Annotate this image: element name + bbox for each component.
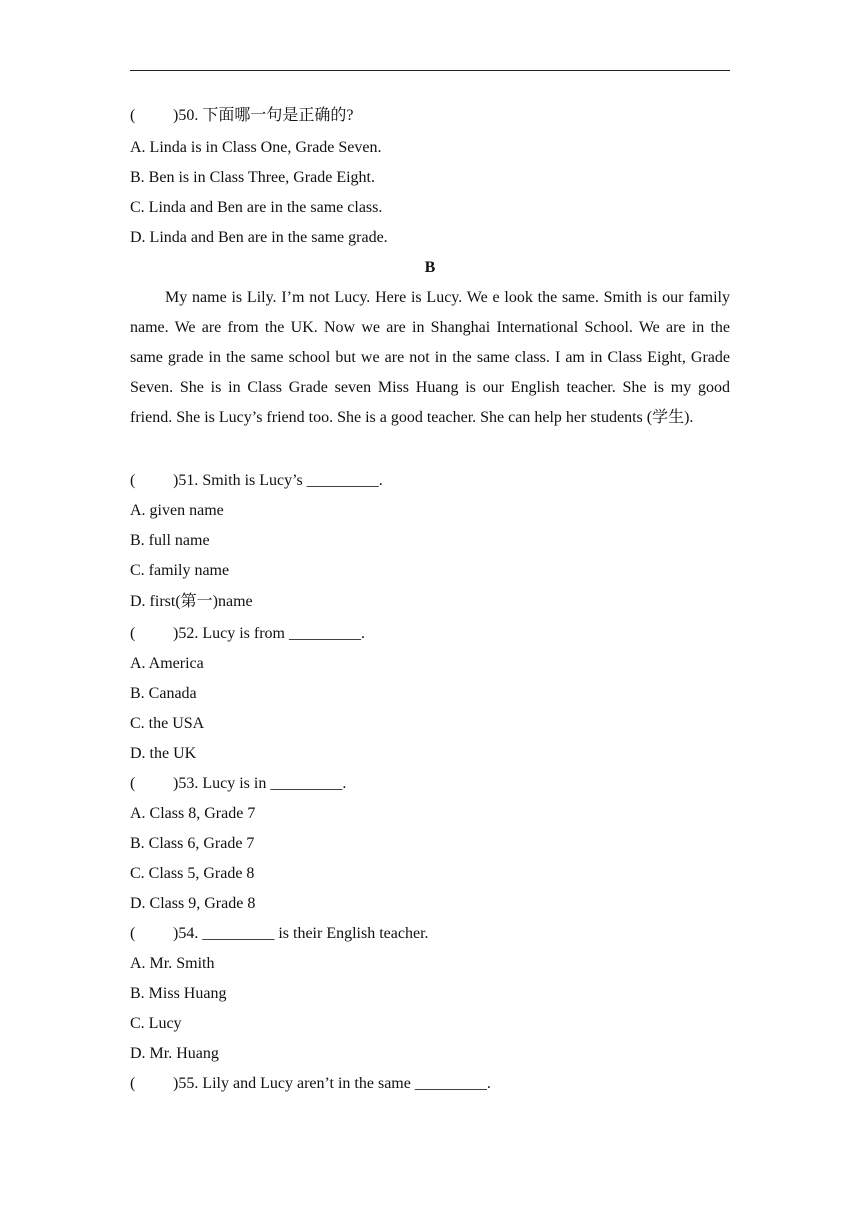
question-53 — [130, 769, 730, 799]
option-c: C. the USA — [130, 715, 205, 732]
question-text: )50. 下面哪一句是正确的? — [173, 107, 354, 124]
option-b: B. Ben is in Class Three, Grade Eight. — [130, 169, 375, 186]
option-a: A. Linda is in Class One, Grade Seven. — [130, 139, 382, 156]
option-c: C. Linda and Ben are in the same class. — [130, 199, 383, 216]
option-d: D. Linda and Ben are in the same grade. — [130, 229, 388, 246]
question-text: )53. Lucy is in _________. — [173, 775, 347, 792]
option-b: B. full name — [130, 532, 210, 549]
option-c: C. Class 5, Grade 8 — [130, 865, 255, 882]
question-51 — [130, 466, 730, 496]
option-a: A. Mr. Smith — [130, 955, 215, 972]
answer-bracket: ( — [130, 1075, 136, 1092]
question-55 — [130, 1069, 730, 1099]
option-d: D. Class 9, Grade 8 — [130, 895, 256, 912]
option-d: D. first(第一)name — [130, 593, 253, 610]
option-c: C. Lucy — [130, 1015, 182, 1032]
option-a: A. America — [130, 655, 204, 672]
question-text: )54. _________ is their English teacher. — [173, 925, 429, 942]
question-text: )51. Smith is Lucy’s _________. — [173, 472, 383, 489]
question-52 — [130, 619, 730, 649]
option-b: B. Miss Huang — [130, 985, 227, 1002]
reading-passage: My name is Lily. I’m not Lucy. Here is Lucy. We e look the same. Smith is our family name. We are from the UK. Now we are in Shanghai International School. We are in the same grade in the same school but we are not in the same class. I am in Class Eight, Grade Seven. She is in Class Grade seven Miss Huang is our English teacher. She is my good friend. She is Lucy’s friend too. She is a good teacher. She can help her students (学生). — [130, 289, 730, 426]
answer-bracket: ( — [130, 925, 136, 942]
option-a: A. Class 8, Grade 7 — [130, 805, 256, 822]
answer-bracket: ( — [130, 775, 136, 792]
header-rule — [130, 70, 730, 71]
question-text: )55. Lily and Lucy aren’t in the same _________. — [173, 1075, 491, 1092]
answer-bracket: ( — [130, 625, 136, 642]
option-b: B. Class 6, Grade 7 — [130, 835, 255, 852]
option-c: C. family name — [130, 562, 230, 579]
section-title: B — [424, 259, 436, 276]
answer-bracket: ( — [130, 107, 136, 124]
option-b: B. Canada — [130, 685, 197, 702]
option-d: D. the UK — [130, 745, 197, 762]
question-text: )52. Lucy is from _________. — [173, 625, 365, 642]
answer-bracket: ( — [130, 472, 136, 489]
question-50 — [130, 101, 730, 131]
option-d: D. Mr. Huang — [130, 1045, 219, 1062]
option-a: A. given name — [130, 502, 224, 519]
question-54 — [130, 919, 730, 949]
